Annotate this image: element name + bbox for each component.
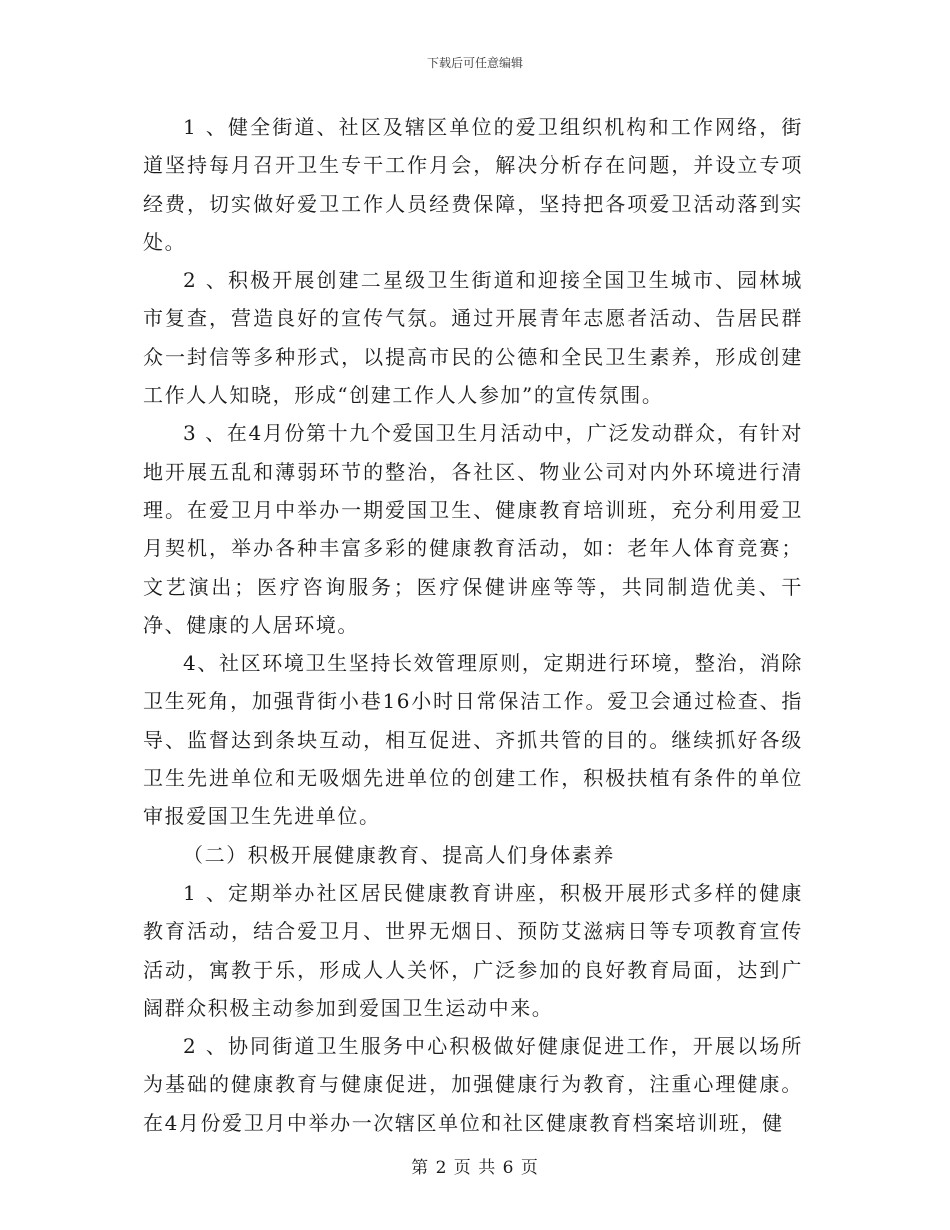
paragraph-2: 2 、积极开展创建二星级卫生街道和迎接全国卫生城市、园林城市复查，营造良好的宣传气氛。通过开展青年志愿者活动、告居民群众一封信等多种形式，以提高市民的公德和全民卫生素养，形成创建工作人人知晓，形成“创建工作人人参加”的宣传氛围。 <box>143 268 803 408</box>
page-number: 第 2 页 共 6 页 <box>411 1158 539 1178</box>
paragraph-5: 1 、定期举办社区居民健康教育讲座，积极开展形式多样的健康教育活动，结合爱卫月、世界无烟日、预防艾滋病日等专项教育宣传活动，寓教于乐，形成人人关怀，广泛参加的良好教育局面，达到广阔群众积极主动参加到爱国卫生运动中来。 <box>143 880 803 1020</box>
section-heading: （二）积极开展健康教育、提高人们身体素养 <box>183 842 615 867</box>
paragraph-1: 1 、健全街道、社区及辖区单位的爱卫组织机构和工作网络，街道坚持每月召开卫生专干工作月会，解决分析存在问题，并设立专项经费，切实做好爱卫工作人员经费保障，坚持把各项爱卫活动落到实处。 <box>143 115 803 254</box>
document-body <box>143 108 803 1142</box>
page-header-note: 下载后可任意编辑 <box>426 56 523 70</box>
paragraph-3: 3 、在4月份第十九个爱国卫生月活动中，广泛发动群众，有针对地开展五乱和薄弱环节的整治，各社区、物业公司对内外环境进行清理。在爱卫月中举办一期爱国卫生、健康教育培训班，充分利用爱卫月契机，举办各种丰富多彩的健康教育活动，如：老年人体育竞赛；文艺演出；医疗咨询服务；医疗保健讲座等等，共同制造优美、干净、健康的人居环境。 <box>143 421 803 637</box>
paragraph-4: 4、社区环境卫生坚持长效管理原则，定期进行环境，整治，消除卫生死角，加强背街小巷16小时日常保洁工作。爱卫会通过检查、指导、监督达到条块互动，相互促进、齐抓共管的目的。继续抓好各级卫生先进单位和无吸烟先进单位的创建工作，积极扶植有条件的单位审报爱国卫生先进单位。 <box>143 651 803 829</box>
paragraph-6: 2 、协同街道卫生服务中心积极做好健康促进工作，开展以场所为基础的健康教育与健康促进，加强健康行为教育，注重心理健康。在4月份爱卫月中举办一次辖区单位和社区健康教育档案培训班，健 <box>143 1034 803 1135</box>
